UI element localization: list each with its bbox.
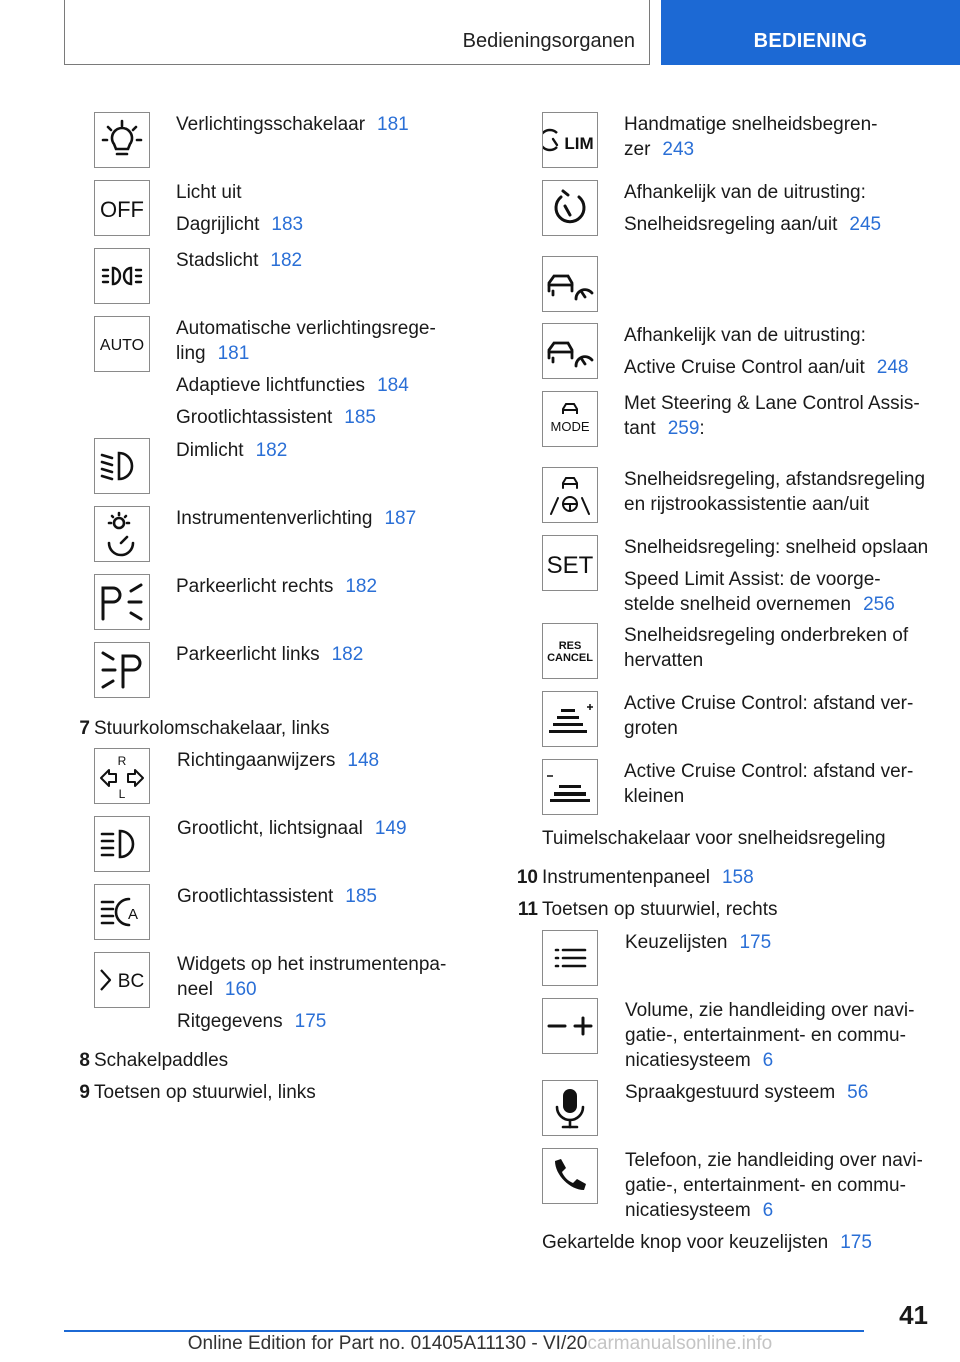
parking-light-right-icon <box>94 574 150 630</box>
auto-icon <box>94 316 150 372</box>
page-number: 41 <box>899 1300 928 1330</box>
item-label: Grootlichtassistent <box>176 407 333 428</box>
item-label: Licht uit <box>176 182 242 203</box>
page-reference-link[interactable]: 175 <box>294 1011 327 1032</box>
page-reference-link[interactable]: 185 <box>345 886 377 907</box>
item-number: 9 <box>79 1082 90 1103</box>
footer-rule <box>64 1330 864 1332</box>
item-label: Instrumentenpaneel <box>542 867 710 888</box>
off-icon <box>94 180 150 236</box>
item-number: 10 <box>516 867 538 888</box>
item-label: Schakelpaddles <box>94 1050 229 1071</box>
section-title: Bedieningsorganen <box>462 30 635 52</box>
item-label: Active Cruise Control: afstand ver- <box>624 761 914 782</box>
chapter-title: BEDIENING <box>753 30 868 52</box>
distance-decrease-icon <box>542 759 598 815</box>
item-label: tant <box>624 418 656 439</box>
light-switch-icon <box>94 112 150 168</box>
item-number: 7 <box>79 718 90 739</box>
svg-text:LIM: LIM <box>564 134 594 153</box>
high-beam-assist-icon <box>94 884 150 940</box>
item-label: Ritgegevens <box>177 1011 283 1032</box>
item-label: Dimlicht <box>176 440 244 461</box>
page-reference-link[interactable]: 6 <box>762 1200 774 1221</box>
svg-text:CANCEL: CANCEL <box>547 652 593 664</box>
item-label: Toetsen op stuurwiel, rechts <box>542 899 778 920</box>
item-label: neel <box>177 979 213 1000</box>
watermark: carmanualsonline.info <box>587 1333 773 1354</box>
page-reference-link[interactable]: 259 <box>667 418 700 439</box>
item-label: hervatten <box>624 650 704 671</box>
item-label: Parkeerlicht rechts <box>176 576 334 597</box>
item-label: stelde snelheid overnemen <box>624 594 852 615</box>
svg-text:BC: BC <box>117 971 145 992</box>
page-reference-link[interactable]: 160 <box>224 979 257 1000</box>
item-label: Automatische verlichtingsrege- <box>176 318 436 339</box>
parking-light-left-icon <box>94 642 150 698</box>
page-reference-link[interactable]: 175 <box>840 1232 872 1253</box>
microphone-icon <box>542 1080 598 1136</box>
page-reference-link[interactable]: 149 <box>374 818 407 839</box>
high-beam-icon <box>94 816 150 872</box>
item-label: Spraakgestuurd systeem <box>625 1082 836 1103</box>
page-reference-link[interactable]: 245 <box>849 214 882 235</box>
footer <box>0 1333 960 1355</box>
svg-text:SET: SET <box>546 552 594 579</box>
svg-text:R: R <box>117 754 127 768</box>
item-label: Handmatige snelheidsbegren- <box>624 114 878 135</box>
volume-icon <box>542 998 598 1054</box>
item-label: nicatiesysteem <box>625 1200 751 1221</box>
item-label: Parkeerlicht links <box>176 644 320 665</box>
page-reference-link[interactable]: 182 <box>331 644 364 665</box>
item-label: Grootlicht, lichtsignaal <box>177 818 363 839</box>
page-reference-link[interactable]: 187 <box>384 508 417 529</box>
item-label: Verlichtingsschakelaar <box>176 114 366 135</box>
instrument-lighting-icon <box>94 506 150 562</box>
set-icon <box>542 535 598 591</box>
rocker-switch-caption: Tuimelschakelaar voor snelheidsregeling <box>542 828 886 849</box>
page-reference-link[interactable]: 175 <box>739 932 772 953</box>
phone-icon <box>542 1148 598 1204</box>
item-label: Instrumentenverlichting <box>176 508 373 529</box>
item-label: ling <box>176 343 206 364</box>
distance-increase-icon <box>542 691 598 747</box>
page-reference-link[interactable]: 182 <box>255 440 288 461</box>
item-label: Gekartelde knop voor keuzelijsten <box>542 1232 829 1253</box>
item-label: kleinen <box>624 786 685 807</box>
res-cancel-icon <box>542 623 598 679</box>
item-label: en rijstrookassistentie aan/uit <box>624 494 870 515</box>
list-icon <box>542 930 598 986</box>
item-label: Snelheidsregeling, afstandsregeling <box>624 469 926 490</box>
svg-text:AUTO: AUTO <box>99 337 145 354</box>
page-reference-link[interactable]: 184 <box>377 375 409 396</box>
item-label: Snelheidsregeling: snelheid opslaan <box>624 537 929 558</box>
edition-text: Online Edition for Part no. 01405A11130 - VI/20 <box>187 1333 588 1354</box>
item-number: 8 <box>79 1050 90 1071</box>
page-reference-link[interactable]: 243 <box>662 139 695 160</box>
page-reference-link[interactable]: 248 <box>876 357 909 378</box>
svg-text:MODE: MODE <box>550 419 590 434</box>
page-reference-link[interactable]: 183 <box>271 214 304 235</box>
page-reference-link[interactable]: 185 <box>344 407 376 428</box>
turn-signal-icon <box>94 748 150 804</box>
item-label: gatie-, entertainment- en commu- <box>625 1175 906 1196</box>
item-label: zer <box>624 139 651 160</box>
mode-icon <box>542 391 598 447</box>
item-label: Active Cruise Control: afstand ver- <box>624 693 914 714</box>
lane-assist-icon <box>542 467 598 523</box>
item-label: groten <box>624 718 678 739</box>
item-label: Afhankelijk van de uitrusting: <box>624 325 866 346</box>
item-label: Keuzelijsten <box>625 932 728 953</box>
item-label: Met Steering & Lane Control Assis- <box>624 393 920 414</box>
item-label: Afhankelijk van de uitrusting: <box>624 182 866 203</box>
bc-icon <box>94 952 150 1008</box>
svg-text:L: L <box>118 787 126 801</box>
page-reference-link[interactable]: 56 <box>847 1082 869 1103</box>
page-reference-link[interactable]: 148 <box>347 750 380 771</box>
page-reference-link[interactable]: 256 <box>863 594 895 615</box>
item-label: Volume, zie handleiding over navi- <box>625 1000 915 1021</box>
item-label: Snelheidsregeling aan/uit <box>624 214 838 235</box>
item-label: Telefoon, zie handleiding over navi- <box>625 1150 923 1171</box>
item-label: Active Cruise Control aan/uit <box>624 357 865 378</box>
page-reference-link[interactable]: 182 <box>270 250 303 271</box>
section-tab <box>64 0 650 65</box>
svg-text:RES: RES <box>558 640 582 652</box>
page-reference-link[interactable]: 181 <box>377 114 409 135</box>
item-label: Speed Limit Assist: de voorge- <box>624 569 881 590</box>
item-label: Toetsen op stuurwiel, links <box>94 1082 316 1103</box>
lim-icon <box>542 112 598 168</box>
item-label: Stadslicht <box>176 250 259 271</box>
item-label: Snelheidsregeling onderbreken of <box>624 625 909 646</box>
item-label: Stuurkolomschakelaar, links <box>94 718 330 739</box>
page-reference-link[interactable]: 182 <box>345 576 378 597</box>
side-lights-icon <box>94 248 150 304</box>
low-beam-icon <box>94 438 150 494</box>
cruise-car-icon <box>542 256 598 312</box>
chapter-tab <box>661 0 960 65</box>
svg-text:A: A <box>127 906 139 923</box>
item-number: 11 <box>517 899 538 920</box>
active-cruise-icon <box>542 323 598 379</box>
svg-text:OFF: OFF <box>100 197 144 222</box>
page-reference-link[interactable]: 6 <box>762 1050 774 1071</box>
item-label-suffix: : <box>699 418 705 439</box>
page-reference-link[interactable]: 158 <box>721 867 754 888</box>
item-label: Grootlichtassistent <box>177 886 334 907</box>
cruise-control-icon <box>542 180 598 236</box>
knurled-wheel-caption <box>542 1230 872 1255</box>
item-label: gatie-, entertainment- en commu- <box>625 1025 906 1046</box>
item-label: Adaptieve lichtfuncties <box>176 375 366 396</box>
item-label: Richtingaanwijzers <box>177 750 336 771</box>
item-label: Dagrijlicht <box>176 214 260 235</box>
page-reference-link[interactable]: 181 <box>217 343 250 364</box>
item-label: nicatiesysteem <box>625 1050 751 1071</box>
item-label: Widgets op het instrumentenpa- <box>177 954 447 975</box>
page-header <box>0 0 960 66</box>
